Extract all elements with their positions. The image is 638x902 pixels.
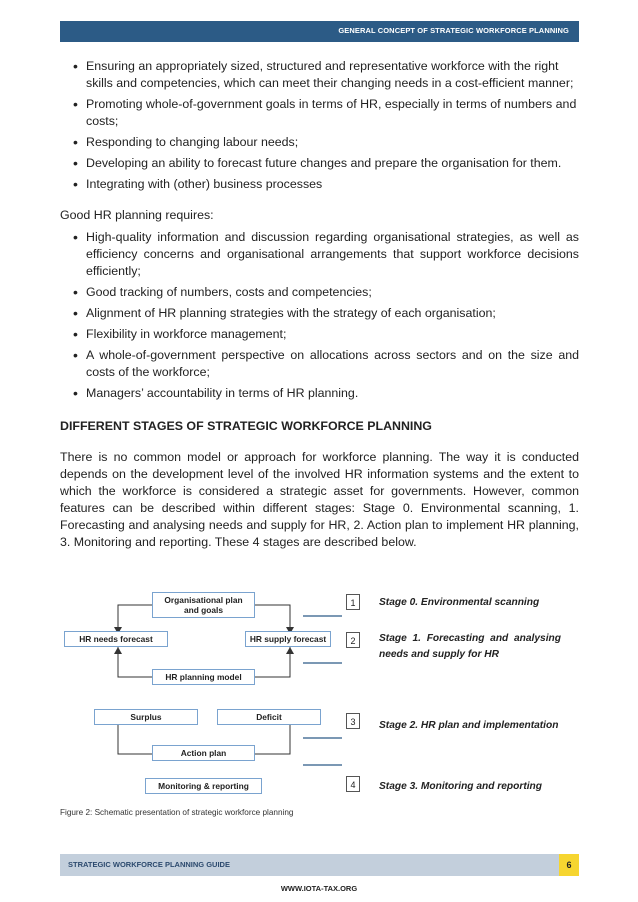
connector-line <box>255 647 290 677</box>
stage3-label: Stage 3. Monitoring and reporting <box>379 781 542 792</box>
hr-supply-forecast-label: HR supply forecast <box>249 634 327 644</box>
org-plan-line1: Organisational plan <box>164 595 243 605</box>
hr-supply-forecast-box <box>245 631 331 647</box>
action-plan-label: Action plan <box>180 748 227 758</box>
header-band <box>60 21 579 42</box>
footer-url[interactable]: WWW.IOTA-TAX.ORG <box>280 884 358 893</box>
hr-needs-forecast-box <box>64 631 168 647</box>
list-item: • Managers’ accountability in terms of HR planning. <box>73 385 579 402</box>
figure-caption: Figure 2: Schematic presentation of strategic workforce planning <box>60 808 294 817</box>
list-item: • Good tracking of numbers, costs and competencies; <box>73 284 579 301</box>
hr-planning-model-box <box>152 669 255 685</box>
header-title: GENERAL CONCEPT OF STRATEGIC WORKFORCE PLANNING <box>338 26 569 35</box>
connector-line <box>118 647 152 677</box>
list-item: • Promoting whole-of-government goals in terms of HR, especially in terms of numbers and costs; <box>73 96 579 130</box>
hr-needs-forecast-label: HR needs forecast <box>79 634 153 644</box>
diagram-connectors <box>60 585 579 800</box>
monitoring-label: Monitoring & reporting <box>158 781 249 791</box>
objectives-list <box>60 58 579 193</box>
section-paragraph: There is no common model or approach for workforce planning. The way it is conducted depends on the development level of the involved HR information systems and the extent to which the workforce is considered a strategic asset for governments. However, common features can be described within different stages: Stage 0. Environmental scanning, 1. Forecasting and analysing needs and supply for HR, 2. Action plan to implement HR planning, 3. Monitoring and reporting. These 4 stages are described below. <box>60 450 579 549</box>
monitoring-box <box>145 778 262 794</box>
stage0-label: Stage 0. Environmental scanning <box>379 597 540 608</box>
stage-number: 2 <box>346 632 360 648</box>
surplus-label: Surplus <box>130 712 162 722</box>
list-item: • Developing an ability to forecast future changes and prepare the organisation for them. <box>73 155 579 172</box>
workforce-planning-diagram <box>60 585 579 800</box>
stage1-line1: Stage 1. Forecasting and analysing <box>379 633 561 644</box>
org-plan-box <box>152 592 255 618</box>
list-item: • Alignment of HR planning strategies with the strategy of each organisation; <box>73 305 579 322</box>
hr-planning-model-label: HR planning model <box>165 672 242 682</box>
stage2-label: Stage 2. HR plan and implementation <box>379 720 559 731</box>
list-item: • Flexibility in workforce management; <box>73 326 579 343</box>
requirements-list <box>60 229 579 402</box>
stage-number: 1 <box>346 594 360 610</box>
connector-line <box>255 605 290 627</box>
stage-number: 3 <box>346 713 360 729</box>
section-heading: DIFFERENT STAGES OF STRATEGIC WORKFORCE PLANNING <box>60 419 432 433</box>
arrowhead <box>286 647 294 654</box>
deficit-box <box>217 709 321 725</box>
connector-line <box>255 725 290 754</box>
list-item: • Responding to changing labour needs; <box>73 134 579 151</box>
connector-line <box>118 725 152 754</box>
requires-intro: Good HR planning requires: <box>60 208 214 222</box>
arrowhead <box>114 647 122 654</box>
stage1-label <box>379 631 561 663</box>
list-item: • High-quality information and discussion regarding organisational strategies, as well as efficiency concerns and organisational arrangements that support workforce decisions efficiently; <box>73 229 579 280</box>
stage-number: 4 <box>346 776 360 792</box>
footer-band <box>60 854 579 876</box>
stage1-line2: needs and supply for HR <box>379 649 500 660</box>
surplus-box <box>94 709 198 725</box>
page-number: 6 <box>559 854 579 876</box>
main-content <box>60 58 579 551</box>
connector-line <box>118 605 152 627</box>
deficit-label: Deficit <box>256 712 282 722</box>
list-item: • Ensuring an appropriately sized, structured and representative workforce with the right skills and competencies, which can meet their changing needs in a cost-efficient manner; <box>73 58 579 92</box>
org-plan-line2: and goals <box>183 605 224 615</box>
action-plan-box <box>152 745 255 761</box>
footer-guide-title: STRATEGIC WORKFORCE PLANNING GUIDE <box>68 860 230 869</box>
list-item: • A whole-of-government perspective on allocations across sectors and on the size and costs of the workforce; <box>73 347 579 381</box>
list-item: • Integrating with (other) business processes <box>73 176 579 193</box>
